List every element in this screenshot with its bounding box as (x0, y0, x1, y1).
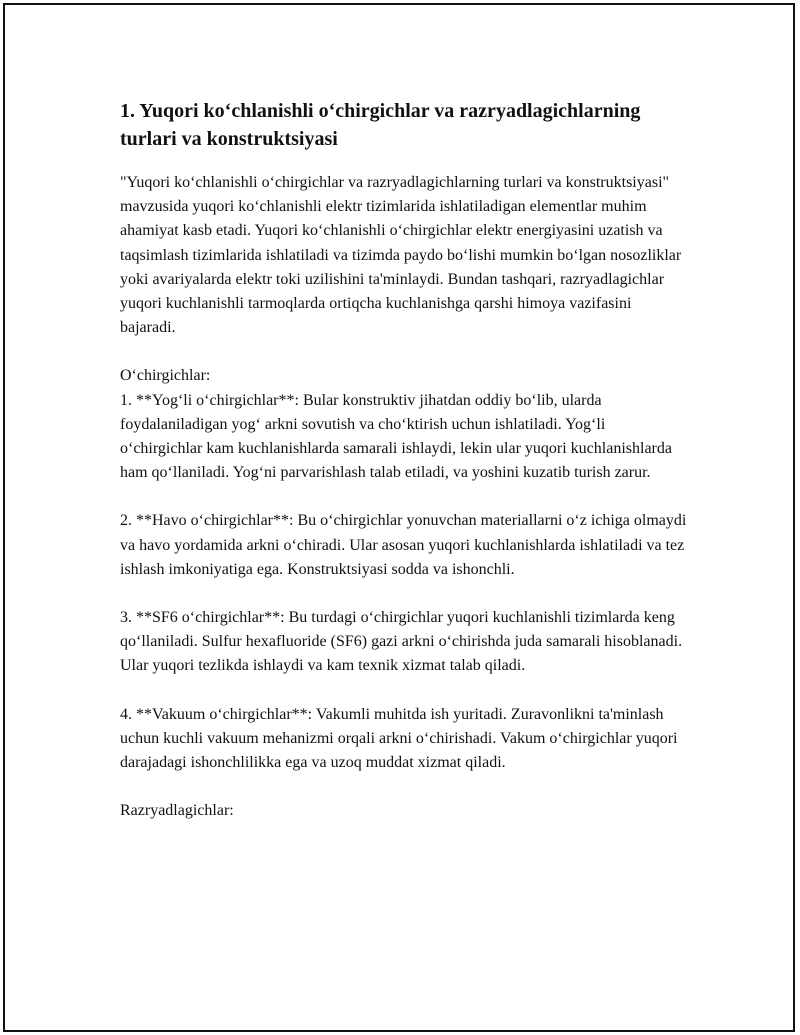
paragraph-gap (120, 679, 690, 703)
intro-paragraph: "Yuqori ko‘chlanishli o‘chirgichlar va razryadlagichlarning turlari va konstruktsiyasi" mavzusida yuqori ko‘chlanishli elektr tizimlarida ishlatiladigan elementlar muhim ahamiyat kasb etadi. Yuqori ko‘chlanishli o‘chirgichlar elektr energiyasini uzatish va taqsimlash tizimlarida ishlatiladi va tizimda paydo bo‘lishi mumkin bo‘lgan nosozliklar yoki avariyalarda elektr toki uzilishini ta'minlaydi. Bundan tashqari, razryadlagichlar yuqori kuchlanishli tarmoqlarda ortiqcha kuchlanishga qarshi himoya vazifasini bajaradi. (120, 174, 682, 337)
paragraph-gap (120, 582, 690, 606)
document-body (120, 97, 690, 823)
list-item-oil-breakers: 1. **Yog‘li o‘chirgichlar**: Bular konstruktiv jihatdan oddiy bo‘lib, ularda foydalaniladigan yog‘ arkni sovutish va cho‘ktirish uchun ishlatiladi. Yog‘li o‘chirgichlar kam kuchlanishlarda samarali ishlaydi, lekin ular yuqori kuchlanishlarda ham qo‘llaniladi. Yog‘ni parvarishlash talab etiladi, va yoshini kuzatib turish zarur. (120, 391, 672, 482)
paragraph-gap (120, 340, 690, 364)
section-heading-arresters: Razryadlagichlar: (120, 802, 234, 820)
list-item-air-breakers: 2. **Havo o‘chirgichlar**: Bu o‘chirgichlar yonuvchan materiallarni o‘z ichiga olmaydi va havo yordamida arkni o‘chiradi. Ular asosan yuqori kuchlanishlarda ishlatiladi va tez ishlash imkoniyatiga ega. Konstruktsiyasi sodda va ishonchli. (120, 512, 687, 578)
page-frame (3, 3, 795, 1032)
section-heading-breakers: O‘chirgichlar: (120, 367, 211, 385)
paragraph-gap (120, 775, 690, 799)
list-item-vacuum-breakers: 4. **Vakuum o‘chirgichlar**: Vakumli muhitda ish yuritadi. Zuravonlikni ta'minlash uchun kuchli vakuum mehanizmi orqali arkni o‘chirishadi. Vakum o‘chirgichlar yuqori darajadagi ishonchlilikka ega va uzoq muddat xizmat qiladi. (120, 705, 678, 772)
paragraph-gap (120, 485, 690, 509)
document-title: 1. Yuqori ko‘chlanishli o‘chirgichlar va razryadlagichlarning turlari va konstruktsiyasi (120, 100, 641, 150)
list-item-sf6-breakers: 3. **SF6 o‘chirgichlar**: Bu turdagi o‘chirgichlar yuqori kuchlanishli tizimlarda keng qo‘llaniladi. Sulfur hexafluoride (SF6) gazi arkni o‘chirishda juda samarali hisoblanadi. Ular yuqori tezlikda ishlaydi va kam texnik xizmat talab qiladi. (120, 609, 683, 675)
